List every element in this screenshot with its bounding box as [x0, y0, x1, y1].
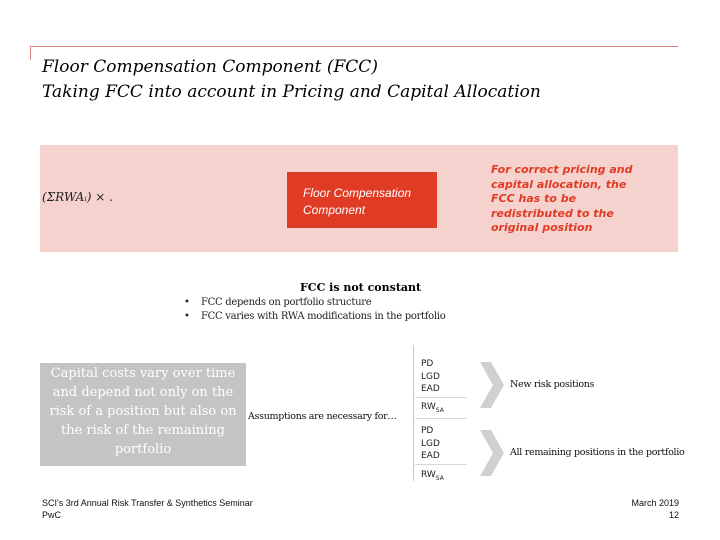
- floor-compensation-component-box: [287, 172, 437, 228]
- parameter-group-1: [421, 358, 440, 396]
- footer-right: [580, 497, 679, 521]
- title-line-2: Taking FCC into account in Pricing and Capital Allocation: [42, 82, 541, 102]
- chevron-right-icon: [480, 362, 504, 408]
- param-lgd: LGD: [421, 371, 440, 382]
- redistribution-note: [491, 163, 676, 236]
- footer-date: March 2019: [631, 498, 679, 508]
- footer-left: [42, 497, 253, 521]
- slide-title: [42, 55, 702, 105]
- assumptions-label: Assumptions are necessary for…: [248, 411, 397, 422]
- footer-seminar: SCI's 3rd Annual Risk Transfer & Synthetics Seminar: [42, 498, 253, 508]
- capital-box-line: the risk of the remaining: [60, 423, 226, 438]
- fcc-box-line-2: Component: [303, 203, 366, 217]
- rw-sa-base: RW: [421, 470, 436, 480]
- rw-sa-1: [421, 402, 444, 414]
- note-line-1: For correct pricing and: [491, 163, 633, 176]
- new-risk-positions-label: New risk positions: [510, 379, 595, 390]
- fcc-box-line-1: Floor Compensation: [303, 186, 412, 200]
- rwa-formula: (ΣRWAᵢ) × .: [42, 190, 113, 204]
- bullet-item: • FCC varies with RWA modifications in the portfolio: [184, 310, 445, 324]
- param-ead: EAD: [421, 384, 440, 394]
- fcc-not-constant-heading: FCC is not constant: [300, 281, 422, 294]
- param-pd: PD: [421, 359, 434, 369]
- parameter-divider: [413, 345, 414, 481]
- rw-sa-sub: SA: [435, 474, 444, 482]
- title-line-1: Floor Compensation Component (FCC): [42, 57, 378, 77]
- fcc-bullet-list: [184, 296, 445, 324]
- page-number: 12: [668, 510, 679, 520]
- capital-box-line: and depend not only on the: [52, 385, 234, 400]
- parameter-separator: [415, 418, 467, 419]
- note-line-4: redistributed to the: [491, 206, 614, 220]
- rw-sa-2: [421, 470, 444, 482]
- capital-box-line: Capital costs vary over time: [50, 366, 236, 381]
- note-line-3: FCC has to be: [491, 192, 577, 205]
- parameter-separator: [415, 397, 467, 398]
- param-pd: PD: [421, 426, 434, 436]
- header-divider-tick: [30, 46, 31, 60]
- bullet-item: • FCC depends on portfolio structure: [184, 296, 445, 310]
- rw-sa-sub: SA: [435, 406, 444, 414]
- parameter-separator: [415, 464, 467, 465]
- note-line-2: capital allocation, the: [491, 177, 627, 191]
- remaining-positions-label: All remaining positions in the portfolio: [510, 447, 685, 458]
- footer-company: PwC: [42, 510, 62, 520]
- rw-sa-base: RW: [421, 402, 436, 412]
- parameter-group-2: [421, 425, 440, 463]
- chevron-right-icon: [480, 430, 504, 476]
- capital-box-line: risk of a position but also on: [49, 404, 237, 419]
- capital-box-line: portfolio: [114, 442, 172, 457]
- note-line-5: original position: [491, 221, 593, 234]
- param-ead: EAD: [421, 451, 440, 461]
- header-divider: [30, 46, 678, 47]
- capital-costs-box: [40, 363, 246, 466]
- param-lgd: LGD: [421, 438, 440, 449]
